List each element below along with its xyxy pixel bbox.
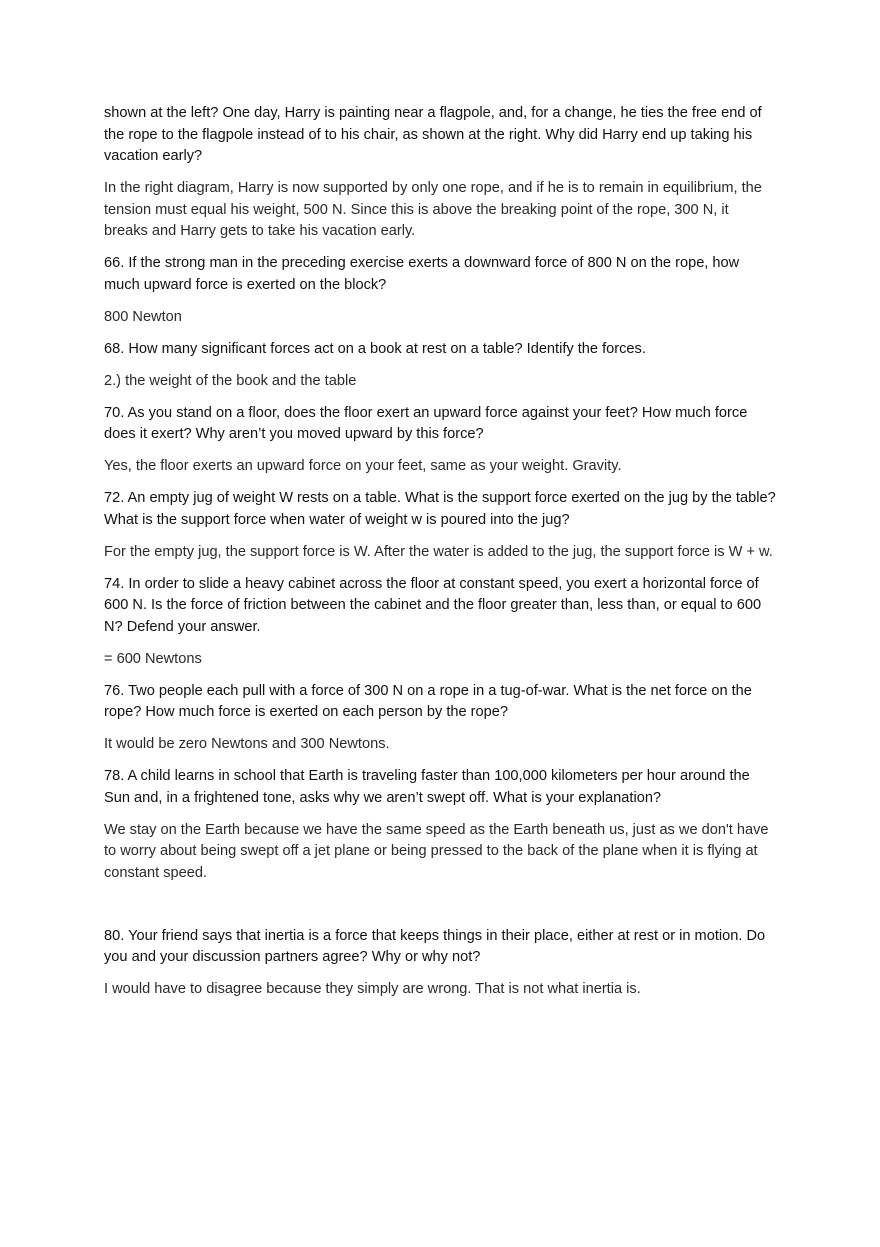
blank-line [104,895,776,926]
question-72: 72. An empty jug of weight W rests on a table. What is the support force exerted on the jug by the table? What is the support force when water of weight w is poured into the jug? [104,490,776,528]
answer-72: For the empty jug, the support force is W. After the water is added to the jug, the support force is W + w. [104,543,773,560]
answer-76: It would be zero Newtons and 300 Newtons. [104,736,390,752]
answer-70: Yes, the floor exerts an upward force on your feet, same as your weight. Gravity. [104,458,622,474]
answer-harry: In the right diagram, Harry is now supported by only one rope, and if he is to remain in equilibrium, the tension must equal his weight, 500 N. Since this is above the breaking point of the rope, 300 N, it breaks and Harry gets to take his vacation early. [104,180,762,239]
answer-78: We stay on the Earth because we have the same speed as the Earth beneath us, just as we don't have to worry about being swept off a jet plane or being pressed to the back of the plane when it is flying at constant speed. [104,821,769,881]
question-74: 74. In order to slide a heavy cabinet across the floor at constant speed, you exert a horizontal force of 600 N. Is the force of friction between the cabinet and the floor greater than, less than, or equal to 600 N? Defend your answer. [104,575,762,635]
question-66: 66. If the strong man in the preceding exercise exerts a downward force of 800 N on the rope, how much upward force is exerted on the block? [104,255,740,293]
question-continuation: shown at the left? One day, Harry is painting near a flagpole, and, for a change, he ties the free end of the rope to the flagpole instead of to his chair, as shown at the right. Why did Harry end up taking his vacation early? [104,105,762,164]
question-70: 70. As you stand on a floor, does the floor exert an upward force against your feet? How much force does it exert? Why aren’t you moved upward by this force? [104,404,748,442]
answer-68: 2.) the weight of the book and the table [104,372,357,389]
question-78: 78. A child learns in school that Earth is traveling faster than 100,000 kilometers per hour around the Sun and, in a frightened tone, asks why we aren’t swept off. What is your explanation? [104,768,750,806]
answer-66: 800 Newton [104,308,182,325]
question-80: 80. Your friend says that inertia is a force that keeps things in their place, either at rest or in motion. Do you and your discussion partners agree? Why or why not? [104,927,766,965]
document-body [104,103,776,1011]
answer-74: = 600 Newtons [104,650,202,667]
question-68: 68. How many significant forces act on a book at rest on a table? Identify the forces. [104,340,646,357]
question-76: 76. Two people each pull with a force of 300 N on a rope in a tug-of-war. What is the net force on the rope? How much force is exerted on each person by the rope? [104,682,752,720]
answer-80: I would have to disagree because they simply are wrong. That is not what inertia is. [104,981,641,997]
